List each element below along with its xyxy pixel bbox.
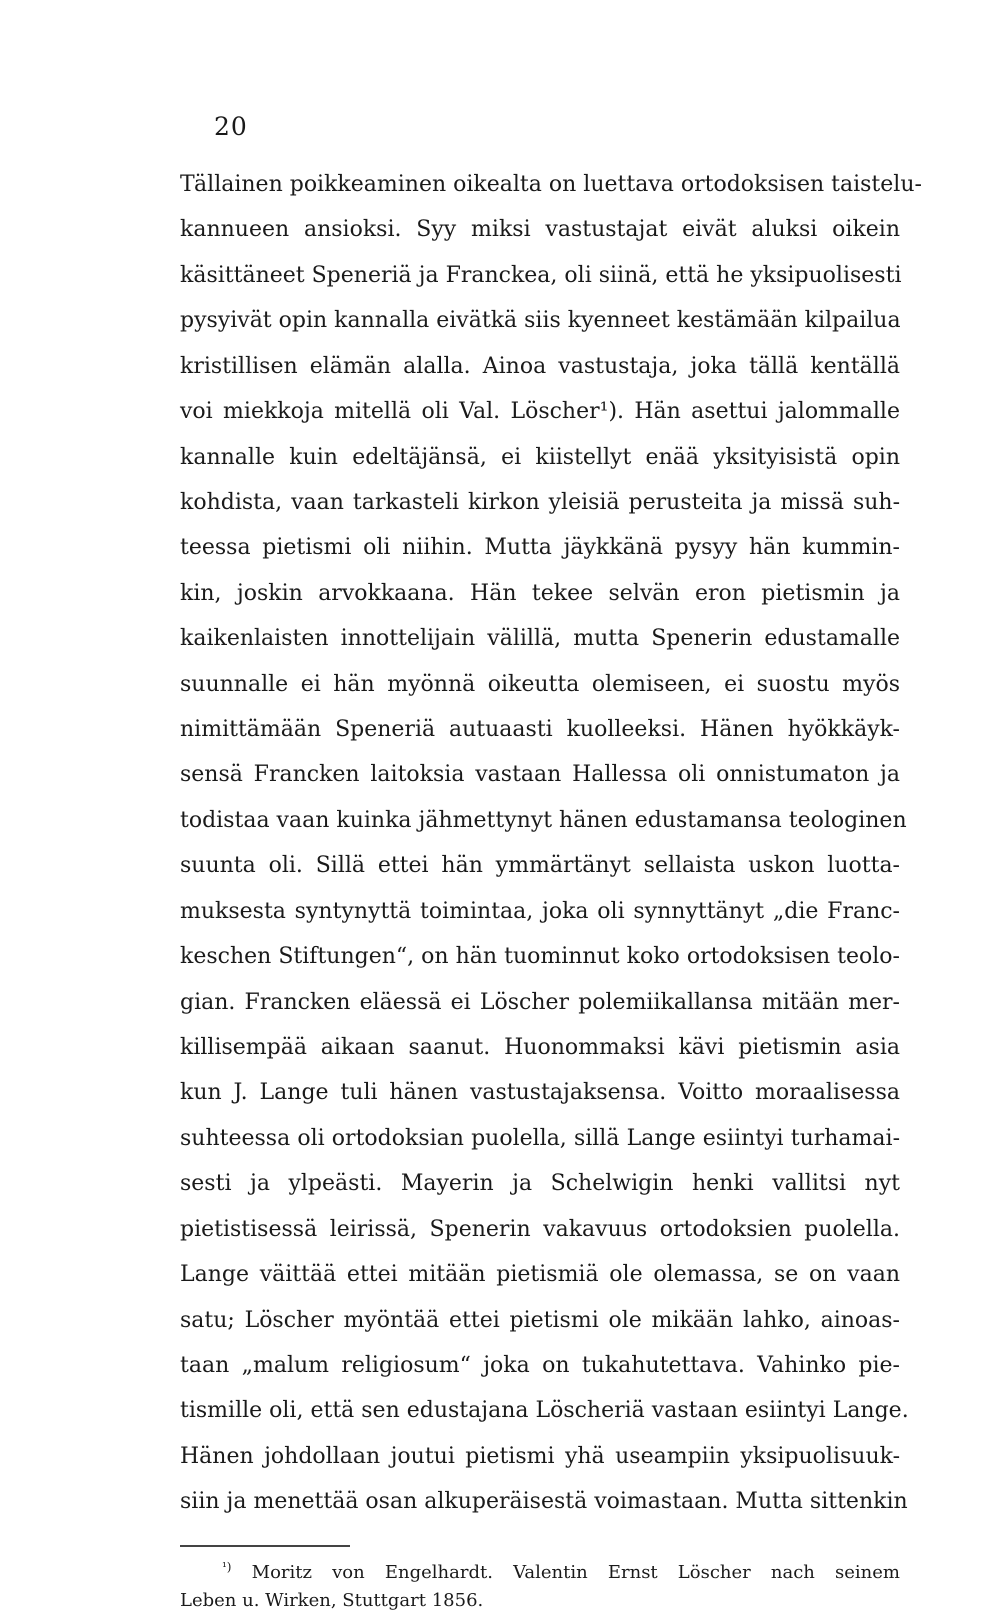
text-line: suhteessa oli ortodoksian puolella, sillä Lange esiintyi turhamai- xyxy=(180,1125,900,1151)
text-line: Hänen johdollaan joutui pietismi yhä useampiin yksipuolisuuk- xyxy=(180,1443,900,1469)
footnote-marker: ¹) xyxy=(222,1560,232,1574)
text-line: kannueen ansioksi. Syy miksi vastustajat eivät aluksi oikein xyxy=(180,217,900,243)
text-line: sensä Francken laitoksia vastaan Hallessa oli onnistumaton ja xyxy=(180,762,900,788)
footnote-line xyxy=(180,1559,900,1587)
text-line: muksesta syntynyttä toimintaa, joka oli synnyttänyt „die Franc- xyxy=(180,898,900,924)
text-line: teessa pietismi oli niihin. Mutta jäykkänä pysyy hän kummin- xyxy=(180,535,900,561)
text-line: nimittämään Speneriä autuaasti kuolleeksi. Hänen hyökkäyk- xyxy=(180,717,900,743)
text-line: keschen Stiftungen“, on hän tuominnut koko ortodoksisen teolo- xyxy=(180,944,900,970)
footnote-divider xyxy=(180,1545,350,1547)
footnote-line: Leben u. Wirken, Stuttgart 1856. xyxy=(180,1590,484,1611)
text-line: kohdista, vaan tarkasteli kirkon yleisiä perusteita ja missä suh- xyxy=(180,489,900,515)
text-line: voi miekkoja mitellä oli Val. Löscher¹). Hän asettui jalommalle xyxy=(180,399,900,425)
footnote xyxy=(180,1559,900,1615)
text-line: gian. Francken eläessä ei Löscher polemiikallansa mitään mer- xyxy=(180,989,900,1015)
text-line: taan „malum religiosum“ joka on tukahutettava. Vahinko pie- xyxy=(180,1352,900,1378)
page-number: 20 xyxy=(214,112,248,141)
text-line: killisempää aikaan saanut. Huonommaksi kävi pietismin asia xyxy=(180,1035,900,1061)
text-line: todistaa vaan kuinka jähmettynyt hänen edustamansa teologinen xyxy=(180,807,907,833)
text-line: sesti ja ylpeästi. Mayerin ja Schelwigin henki vallitsi nyt xyxy=(180,1171,900,1197)
footnote-text: Moritz von Engelhardt. Valentin Ernst Löscher nach seinem xyxy=(251,1562,900,1583)
body-text xyxy=(180,162,922,1525)
text-line: Lange väittää ettei mitään pietismiä ole olemassa, se on vaan xyxy=(180,1262,900,1288)
text-line: suunta oli. Sillä ettei hän ymmärtänyt sellaista uskon luotta- xyxy=(180,853,900,879)
text-line: pysyivät opin kannalla eivätkä siis kyenneet kestämään kilpailua xyxy=(180,308,901,334)
text-line: suunnalle ei hän myönnä oikeutta olemiseen, ei suostu myös xyxy=(180,671,900,697)
text-line: siin ja menettää osan alkuperäisestä voimastaan. Mutta sittenkin xyxy=(180,1489,908,1515)
text-line: kristillisen elämän alalla. Ainoa vastustaja, joka tällä kentällä xyxy=(180,353,900,379)
text-line: Tällainen poikkeaminen oikealta on luettava ortodoksisen taistelu- xyxy=(180,172,922,197)
text-line: kun J. Lange tuli hänen vastustajaksensa. Voitto moraalisessa xyxy=(180,1080,900,1106)
text-line: tismille oli, että sen edustajana Löscheriä vastaan esiintyi Lange. xyxy=(180,1398,909,1424)
text-line: kin, joskin arvokkaana. Hän tekee selvän eron pietismin ja xyxy=(180,580,900,606)
text-line: pietistisessä leirissä, Spenerin vakavuus ortodoksien puolella. xyxy=(180,1216,900,1242)
text-line: kannalle kuin edeltäjänsä, ei kiistellyt enää yksityisistä opin xyxy=(180,444,900,470)
text-line: käsittäneet Speneriä ja Franckea, oli siinä, että he yksipuolisesti xyxy=(180,262,902,288)
text-line: kaikenlaisten innottelijain välillä, mutta Spenerin edustamalle xyxy=(180,626,900,652)
text-line: satu; Löscher myöntää ettei pietismi ole mikään lahko, ainoas- xyxy=(180,1307,900,1333)
